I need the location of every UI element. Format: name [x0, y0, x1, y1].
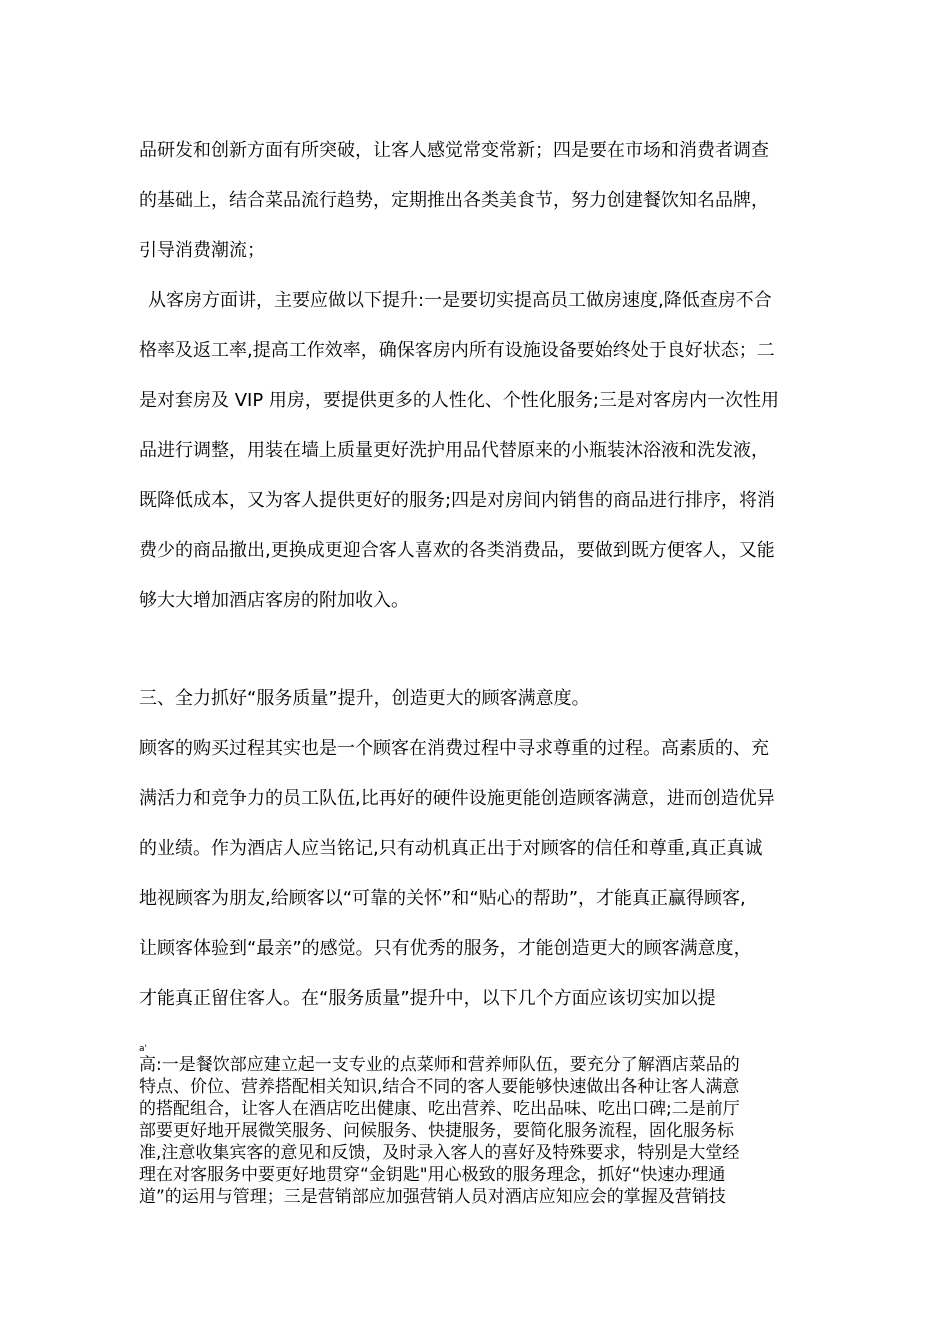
- paragraph-line: 顾客的购买过程其实也是一个顾客在消费过程中寻求尊重的过程。高素质的、充: [139, 738, 769, 759]
- paragraph-line: 既降低成本，又为客人提供更好的服务;四是对房间内销售的商品进行排序，将消: [139, 490, 776, 511]
- paragraph-line: 的业绩。作为酒店人应当铭记,只有动机真正出于对顾客的信任和尊重,真正真诚: [139, 838, 763, 859]
- paragraph-line: 品进行调整，用装在墙上质量更好洗护用品代替原来的小瓶装沐浴液和洗发液，: [139, 440, 769, 461]
- dense-paragraph-line: 的搭配组合，让客人在酒店吃出健康、吃出营养、吃出品味、吃出口碑;二是前厅: [139, 1099, 740, 1119]
- section-heading: 三、全力抓好“服务质量”提升，创造更大的顾客满意度。: [139, 688, 590, 709]
- dense-paragraph-line: 特点、价位、营养搭配相关知识,结合不同的客人要能够快速做出各种让客人满意: [139, 1077, 740, 1097]
- paragraph-line: 满活力和竞争力的员工队伍,比再好的硬件设施更能创造顾客满意，进而创造优异: [139, 788, 775, 809]
- dense-paragraph-line: 部要更好地开展微笑服务、问候服务、快捷服务，要简化服务流程，固化服务标: [139, 1121, 734, 1141]
- dense-paragraph-line: 准,注意收集宾客的意见和反馈，及时录入客人的喜好及特殊要求，特别是大堂经: [139, 1143, 740, 1163]
- paragraph-line: 是对套房及 VIP 用房，要提供更多的人性化、个性化服务;三是对客房内一次性用: [139, 390, 779, 411]
- paragraph-line: 地视顾客为朋友,给顾客以“可靠的关怀”和“贴心的帮助”，才能真正赢得顾客,: [139, 888, 746, 909]
- paragraph-line: 够大大增加酒店客房的附加收入。: [139, 590, 409, 611]
- dense-paragraph-line: 道”的运用与管理；三是营销部应加强营销人员对酒店应知应会的掌握及营销技: [139, 1187, 726, 1207]
- dense-paragraph-line: 高:一是餐饮部应建立起一支专业的点菜师和营养师队伍，要充分了解酒店菜品的: [139, 1055, 740, 1075]
- footnote-mark: a': [139, 1044, 147, 1054]
- paragraph-line: 引导消费潮流；: [139, 240, 265, 261]
- paragraph-line: 格率及返工率,提高工作效率，确保客房内所有设施设备要始终处于良好状态；二: [139, 340, 775, 361]
- paragraph-line: 才能真正留住客人。在“服务质量”提升中，以下几个方面应该切实加以提: [139, 988, 716, 1009]
- paragraph-line: 品研发和创新方面有所突破，让客人感觉常变常新；四是要在市场和消费者调查: [139, 140, 769, 161]
- paragraph-line: 从客房方面讲，主要应做以下提升:一是要切实提高员工做房速度,降低查房不合: [148, 290, 772, 311]
- paragraph-line: 的基础上，结合菜品流行趋势，定期推出各类美食节，努力创建餐饮知名品牌，: [139, 190, 769, 211]
- dense-paragraph-line: 理在对客服务中要更好地贯穿“金钥匙"用心极致的服务理念，抓好“快速办理通: [139, 1165, 726, 1185]
- paragraph-line: 让顾客体验到“最亲”的感觉。只有优秀的服务，才能创造更大的顾客满意度，: [139, 938, 752, 959]
- paragraph-line: 费少的商品撤出,更换成更迎合客人喜欢的各类消费品，要做到既方便客人，又能: [139, 540, 775, 561]
